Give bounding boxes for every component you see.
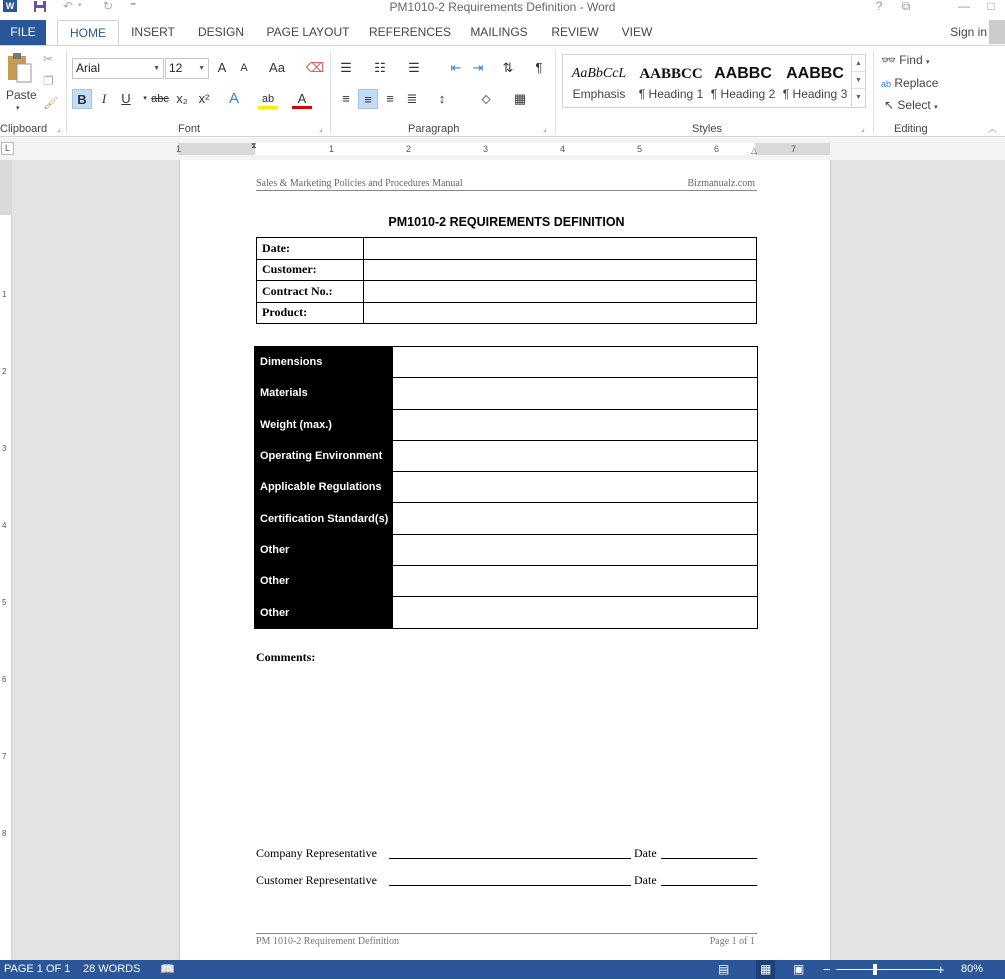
sort-icon[interactable]: ⇅ [502,60,514,75]
style-emphasis[interactable]: AaBbCcL Emphasis [571,66,627,101]
strikethrough-button[interactable]: abc [151,93,169,105]
status-bar [0,960,1005,979]
chevron-down-icon: ▾ [934,104,938,111]
ruler-number: 6 [714,144,720,154]
table-row [255,378,758,409]
ruler-number: 2 [406,144,412,154]
spec-table [254,346,758,629]
spec-value-cell[interactable] [393,472,758,503]
clear-formatting-icon[interactable]: ⌫ [305,60,325,75]
table-row [257,281,757,303]
format-painter-icon[interactable]: 🖌 [43,96,59,110]
undo-icon[interactable]: ↶ [63,0,74,13]
ruler-number: 6 [2,675,7,684]
highlight-button[interactable]: ab [258,89,278,109]
spec-value-cell[interactable] [393,503,758,534]
paste-label[interactable]: Paste [6,88,37,102]
spec-label: Other [255,597,393,628]
ruler-number: 7 [791,144,797,154]
ruler-number: 2 [2,367,7,376]
spec-label: Other [255,534,393,565]
word-logo-icon: W [3,0,17,12]
table-row [255,409,758,440]
change-case-button[interactable]: Aa [269,60,285,75]
tab-mailings[interactable]: MAILINGS [470,25,528,39]
customer-signature-line[interactable] [256,873,757,889]
indent-marker-icon[interactable]: ⧗ [251,141,257,150]
ruler-number: 5 [2,598,7,607]
style-heading-1[interactable]: AABBCC ¶ Heading 1 [638,66,704,101]
zoom-slider[interactable] [836,969,938,970]
ribbon-tabs [0,20,1005,45]
horizontal-ruler[interactable] [178,143,830,155]
info-label: Contract No.: [257,281,364,303]
font-family-select[interactable]: Arial ▼ [72,58,164,79]
info-label: Date: [257,238,364,260]
clipboard-launcher-icon[interactable]: ⌟ [57,124,61,133]
divider [330,50,331,134]
tab-insert[interactable]: INSERT [131,25,175,39]
divider [873,50,874,134]
window-title: PM1010-2 Requirements Definition - Word [389,0,616,14]
table-row [257,238,757,260]
grow-font-button[interactable]: A [217,60,227,75]
tab-home[interactable]: HOME [57,20,119,46]
signature-rule [389,885,631,886]
paragraph-group-label: Paragraph [408,123,460,135]
paragraph-launcher-icon[interactable]: ⌟ [543,124,547,133]
tab-selector[interactable]: L [1,142,14,155]
collapse-ribbon-icon[interactable]: ︿ [988,124,998,134]
tab-view[interactable]: VIEW [621,25,653,39]
ruler-number: 1 [176,144,182,154]
spec-label: Dimensions [255,347,393,378]
replace-icon: ab [881,79,892,89]
table-row [255,597,758,628]
date-label: Date [634,846,657,860]
increase-indent-icon[interactable]: ⇥ [472,60,484,75]
ruler-number: 3 [483,144,489,154]
scroll-up-icon: ▲ [852,55,865,72]
spec-value-cell[interactable] [393,597,758,628]
shading-icon[interactable]: ⬦ [481,91,491,106]
copy-icon[interactable]: ❐ [43,74,54,88]
divider [66,50,67,134]
tab-review[interactable]: REVIEW [551,25,599,39]
signature-rule [389,858,631,859]
spec-label: Certification Standard(s) [255,503,393,534]
shrink-font-button[interactable]: A [240,62,248,74]
header-left-text: Sales & Marketing Policies and Procedures Manual [256,178,463,189]
bullets-icon[interactable]: ☰ [340,60,352,75]
maximize-button[interactable]: □ [987,0,995,13]
document-page[interactable] [179,160,831,960]
web-layout-icon[interactable]: ▣ [793,962,805,976]
spec-value-cell[interactable] [393,566,758,597]
ruler-number: 4 [2,521,7,530]
table-row [255,503,758,534]
info-table [256,237,757,324]
spec-label: Applicable Regulations [255,472,393,503]
info-label: Customer: [257,259,364,281]
more-styles-icon: ▼ [855,94,862,101]
zoom-slider-thumb[interactable] [873,964,877,975]
info-value-cell[interactable] [364,259,757,281]
ruler-number: 7 [2,752,7,761]
right-indent-marker-icon[interactable]: △ [751,146,758,155]
font-launcher-icon[interactable]: ⌟ [319,124,323,133]
title-bar [0,0,1005,20]
proofing-icon[interactable]: 📖 [160,962,175,976]
spec-label: Operating Environment [255,440,393,471]
info-value-cell[interactable] [364,302,757,324]
paste-button[interactable] [5,52,33,87]
font-size-select[interactable]: 12 ▼ [165,58,209,79]
zoom-in-button[interactable]: + [937,962,945,977]
align-left-icon[interactable]: ≡ [342,91,350,106]
ruler-number: 5 [637,144,643,154]
zoom-out-button[interactable]: − [823,962,831,977]
spec-value-cell[interactable] [393,440,758,471]
date-label: Date [634,873,657,887]
sign-in-link[interactable]: Sign in [950,25,987,39]
editing-group-label: Editing [894,123,928,135]
ribbon-display-options-button[interactable]: ⧉ [901,0,911,13]
signature-label: Company Representative [256,846,377,860]
zoom-level[interactable]: 80% [961,963,984,975]
styles-launcher-icon[interactable]: ⌟ [861,124,865,133]
header-rule [256,190,757,191]
justify-icon[interactable]: ≣ [406,91,418,106]
table-row [257,302,757,324]
binoculars-icon: 👓 [881,53,896,67]
spec-value-cell[interactable] [393,347,758,378]
table-row [255,472,758,503]
ribbon-home [0,45,1005,137]
spec-value-cell[interactable] [393,534,758,565]
text-effects-button[interactable]: A [228,90,239,107]
chevron-down-icon: ▼ [153,65,160,72]
info-label: Product: [257,302,364,324]
ruler-number: 1 [2,290,7,299]
table-row [255,566,758,597]
customize-qat-icon[interactable]: ⁼ [130,0,137,13]
date-rule [661,858,757,859]
header-right-text: Bizmanualz.com [687,178,755,189]
styles-group-label: Styles [692,123,722,135]
chevron-down-icon: ▾ [925,59,930,66]
date-rule [661,885,757,886]
replace-button[interactable]: ab Replace [881,76,939,90]
undo-dropdown-icon[interactable]: ▾ [78,2,82,9]
ruler-number: 3 [2,444,7,453]
line-spacing-icon[interactable]: ↕ [438,91,446,106]
style-heading-2[interactable]: AABBC ¶ Heading 2 [710,65,776,101]
read-mode-icon[interactable]: ▤ [718,962,730,976]
chevron-down-icon: ▼ [198,65,205,72]
ruler-bar [0,138,1005,160]
superscript-button[interactable]: x² [198,91,210,106]
show-formatting-button[interactable]: ¶ [535,60,543,75]
table-row [255,347,758,378]
align-center-icon[interactable]: ≡ [358,89,378,109]
numbering-icon[interactable]: ☷ [374,60,386,75]
paste-dropdown-icon[interactable]: ▾ [16,105,20,112]
vertical-ruler[interactable] [0,160,12,960]
account-avatar[interactable] [989,20,1005,44]
align-right-icon[interactable]: ≡ [386,91,394,106]
document-title: PM1010-2 REQUIREMENTS DEFINITION [388,215,625,229]
tab-design[interactable]: DESIGN [197,25,244,39]
tab-file[interactable]: FILE [0,20,46,45]
table-row [257,259,757,281]
footer-rule [256,933,757,934]
info-value-cell[interactable] [364,281,757,303]
cut-icon[interactable]: ✂ [43,52,54,66]
minimize-button[interactable]: — [958,0,970,13]
table-row [255,534,758,565]
footer-right-text: Page 1 of 1 [709,936,755,947]
spec-label: Other [255,566,393,597]
subscript-button[interactable]: x₂ [176,91,188,106]
divider [555,50,556,134]
redo-icon[interactable]: ↻ [103,0,114,13]
ruler-number: 4 [560,144,566,154]
print-layout-icon[interactable]: ▦ [756,960,775,979]
spec-label: Materials [255,378,393,409]
cursor-icon: ↖ [884,98,895,112]
ruler-number: 8 [2,829,7,838]
info-value-cell[interactable] [364,238,757,260]
select-button[interactable]: ↖ Select ▾ [884,98,938,112]
left-margin-area [178,143,255,155]
multilevel-list-icon[interactable]: ☰ [408,60,420,75]
find-button[interactable]: 👓 Find ▾ [881,53,930,67]
tab-references[interactable]: REFERENCES [368,25,451,39]
decrease-indent-icon[interactable]: ⇤ [450,60,462,75]
borders-icon[interactable]: ▦ [513,91,527,106]
underline-button[interactable]: U [121,91,131,106]
font-color-button[interactable]: A [292,89,312,109]
table-row [255,440,758,471]
bold-button[interactable]: B [72,89,92,109]
underline-dropdown-icon[interactable]: ▾ [143,95,147,102]
tab-page-layout[interactable]: PAGE LAYOUT [266,25,350,39]
spec-value-cell[interactable] [393,409,758,440]
comments-label: Comments: [256,650,316,664]
spec-value-cell[interactable] [393,378,758,409]
help-button[interactable]: ? [875,0,883,13]
signature-label: Customer Representative [256,873,377,887]
top-margin-area [0,160,12,215]
font-group-label: Font [178,123,201,135]
word-count[interactable]: 28 WORDS [83,963,141,975]
italic-button[interactable]: I [101,91,107,106]
styles-scrollbar[interactable] [851,55,865,107]
clipboard-group-label: Clipboard [0,123,48,135]
document-workspace [0,160,1005,960]
styles-gallery [562,54,866,108]
ruler-number: 1 [329,144,335,154]
company-signature-line[interactable] [256,846,757,862]
footer-left-text: PM 1010-2 Requirement Definition [256,936,400,947]
scroll-down-icon: ▼ [852,72,865,89]
page-count[interactable]: PAGE 1 OF 1 [4,963,71,975]
style-heading-3[interactable]: AABBC ¶ Heading 3 [782,65,848,101]
spec-label: Weight (max.) [255,409,393,440]
